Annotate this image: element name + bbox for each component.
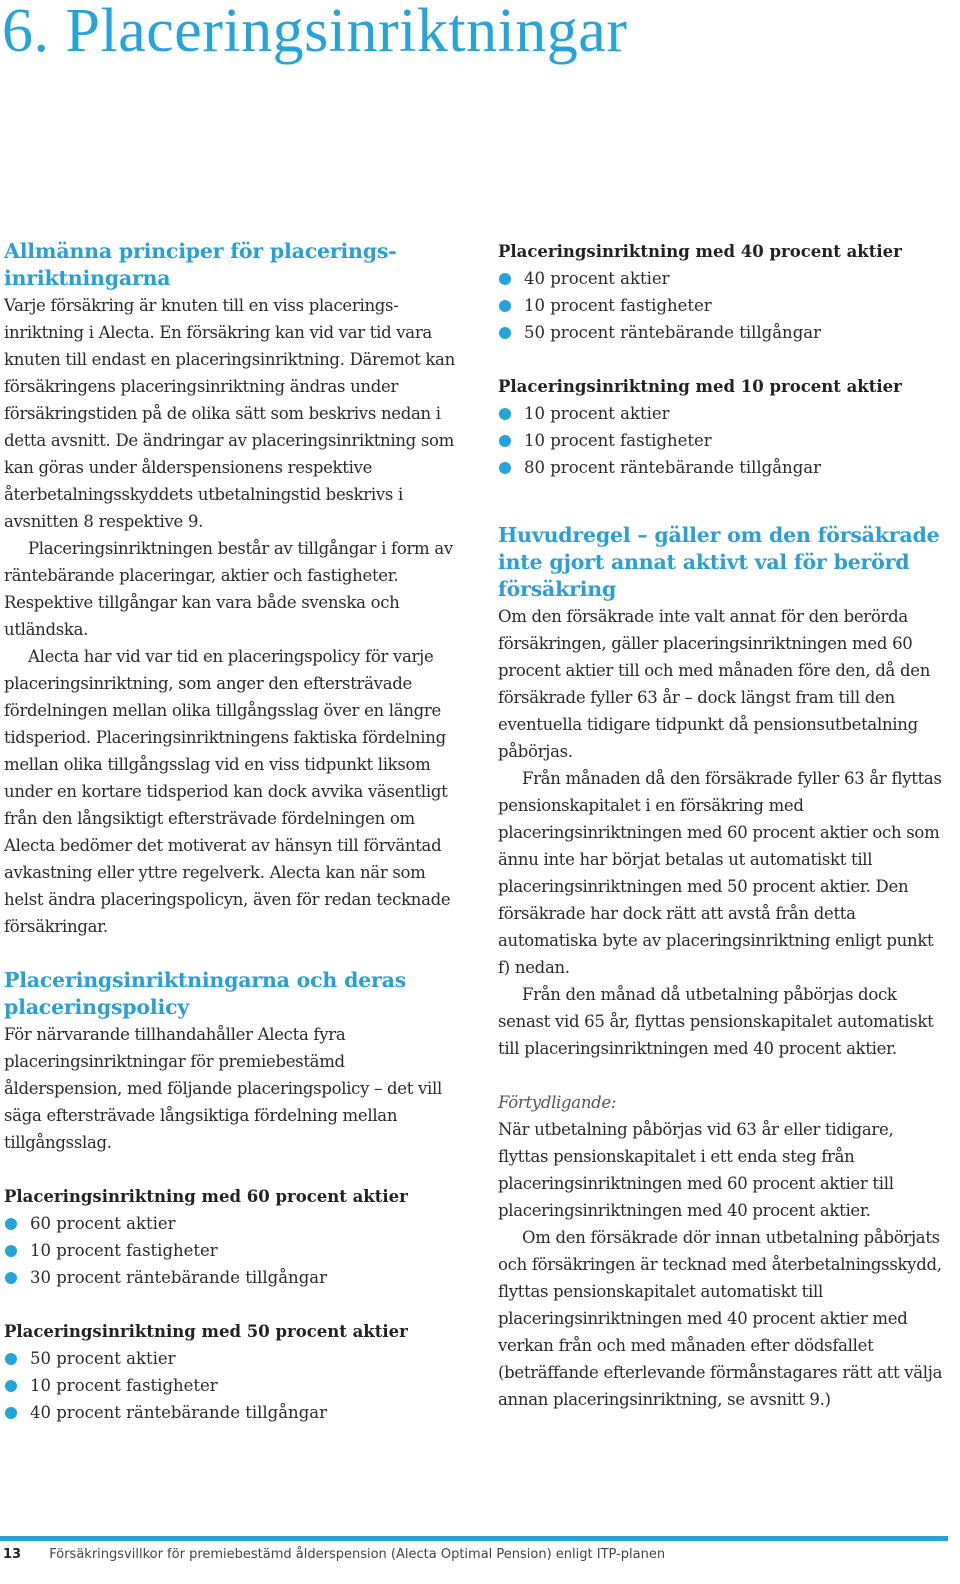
section-heading-general-principles: Allmänna principer för placerings-inriktningarna [4,239,397,290]
left-column [4,238,459,1426]
list-item: 10 procent fastigheter [4,1237,459,1264]
list-item: 50 procent räntebärande tillgångar [498,319,943,346]
list-item: 10 procent aktier [498,400,943,427]
allocation-heading-10: Placeringsinriktning med 10 procent aktier [498,377,902,396]
paragraph: Om den försäkrade dör innan utbetalning påbörjats och försäkringen är tecknad med återbetalningsskydd, flyttas pensionskapitalet automatiskt till placeringsinriktningen med 40 procent aktier med verkan från och med månaden efter dödsfallet (beträffande efterlevande förmånstagares rätt att välja annan placeringsinriktning, se avsnitt 9.) [498,1228,943,1409]
paragraph: Placeringsinriktningen består av tillgångar i form av räntebärande placeringar, aktier och fastigheter. Respektive tillgångar kan vara både svenska och utländska. [4,539,453,639]
section-heading-main-rule: Huvudregel – gäller om den försäkrade inte gjort annat aktivt val för berörd försäkring [498,523,940,601]
footer-text: Försäkringsvillkor för premiebestämd ålderspension (Alecta Optimal Pension) enligt ITP-planen [49,1547,666,1562]
list-item: 80 procent räntebärande tillgångar [498,454,943,481]
paragraph: Alecta har vid var tid en placeringspolicy för varje placeringsinriktning, som anger den eftersträvade fördelningen mellan olika tillgångsslag över en längre tidsperiod. Placeringsinriktningens faktiska fördelning mellan olika tillgångsslag vid en viss tidpunkt liksom under en kortare tidsperiod kan dock avvika väsentligt från den långsiktigt eftersträvade fördelningen om Alecta bedömer det motiverat av hänsyn till förväntad avkastning eller yttre regelverk. Alecta kan när som helst ändra placeringspolicyn, även för redan tecknade försäkringar. [4,647,451,936]
allocation-list-10 [498,400,943,481]
allocation-list-40 [498,265,943,346]
list-item: 60 procent aktier [4,1210,459,1237]
paragraph: Från den månad då utbetalning påbörjas dock senast vid 65 år, flyttas pensionskapitalet automatiskt till placeringsinriktningen med 40 procent aktier. [498,985,934,1058]
allocation-heading-40: Placeringsinriktning med 40 procent aktier [498,242,902,261]
page-footer [3,1547,665,1562]
allocation-list-50 [4,1345,459,1426]
allocation-heading-60: Placeringsinriktning med 60 procent aktier [4,1187,408,1206]
paragraph: Om den försäkrade inte valt annat för den berörda försäkringen, gäller placeringsinriktningen med 60 procent aktier till och med månaden före den, då den försäkrade fyller 63 år – dock längst fram till den eventuella tidigare tidpunkt då pensionsutbetalning påbörjas. [498,607,931,761]
paragraph: När utbetalning påbörjas vid 63 år eller tidigare, flyttas pensionskapitalet i ett enda steg från placeringsinriktningen med 60 procent aktier till placeringsinriktningen med 40 procent aktier. [498,1120,894,1220]
page-title: 6. Placeringsinriktningar [2,0,628,65]
list-item: 40 procent aktier [498,265,943,292]
section-heading-investment-policy: Placeringsinriktningarna och deras placeringspolicy [4,968,407,1019]
list-item: 40 procent räntebärande tillgångar [4,1399,459,1426]
list-item: 10 procent fastigheter [498,427,943,454]
allocation-list-60 [4,1210,459,1291]
paragraph: För närvarande tillhandahåller Alecta fyra placeringsinriktningar för premiebestämd ålderspension, med följande placeringspolicy – det vill säga eftersträvade långsiktiga fördelning mellan tillgångsslag. [4,1025,442,1152]
list-item: 30 procent räntebärande tillgångar [4,1264,459,1291]
paragraph: Varje försäkring är knuten till en viss placerings-inriktning i Alecta. En försäkring kan vid var tid vara knuten till endast en placeringsinriktning. Däremot kan försäkringens placeringsinriktning ändras under försäkringstiden på de olika sätt som beskrivs nedan i detta avsnitt. De ändringar av placeringsinriktning som kan göras under ålderspensionens respektive återbetalningsskyddets utbetalningstid beskrivs i avsnitten 8 respektive 9. [4,296,455,531]
footer-divider [0,1536,948,1541]
allocation-heading-50: Placeringsinriktning med 50 procent aktier [4,1322,408,1341]
list-item: 50 procent aktier [4,1345,459,1372]
list-item: 10 procent fastigheter [4,1372,459,1399]
page-number: 13 [3,1547,22,1562]
clarification-label: Förtydligande: [498,1093,617,1112]
list-item: 10 procent fastigheter [498,292,943,319]
right-column [498,238,943,1413]
paragraph: Från månaden då den försäkrade fyller 63 år flyttas pensionskapitalet i en försäkring med placeringsinriktningen med 60 procent aktier och som ännu inte har börjat betalas ut automatiskt till placeringsinriktningen med 50 procent aktier. Den försäkrade har dock rätt att avstå från detta automatiska byte av placeringsinriktning enligt punkt f) nedan. [498,769,942,977]
